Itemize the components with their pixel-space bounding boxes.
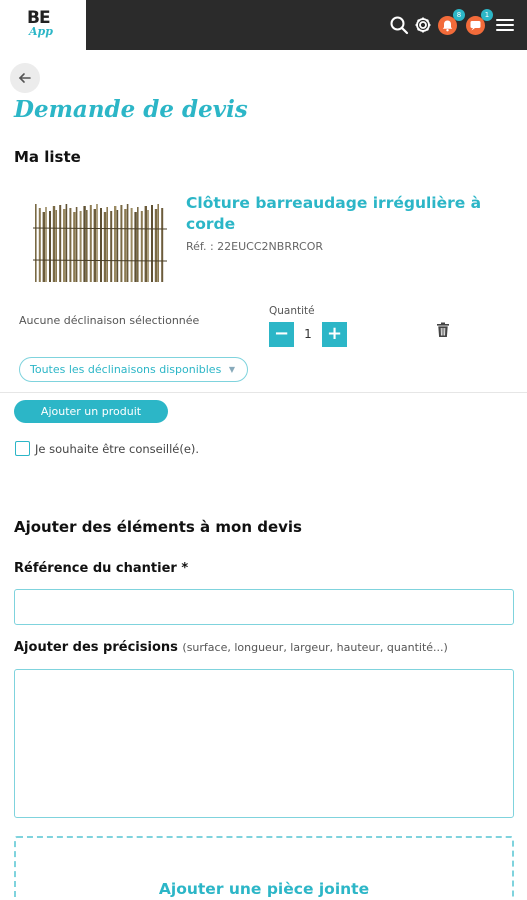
elements-title: Ajouter des éléments à mon devis [14,518,302,536]
logo-text: BE [27,8,50,28]
product-reference: Réf. : 22EUCC2NBRRCOR [186,240,324,253]
messages-count: 1 [481,9,493,21]
back-button[interactable] [10,63,40,93]
precisions-hint: (surface, longueur, largeur, hauteur, quantité...) [182,641,448,654]
all-declinaisons-label: Toutes les déclinaisons disponibles [30,363,222,376]
quantity-decrease-button[interactable]: − [269,322,294,347]
quantity-label: Quantité [269,305,315,317]
quantity-increase-button[interactable]: + [322,322,347,347]
all-declinaisons-dropdown[interactable] [19,357,248,382]
logo[interactable] [0,0,86,50]
precisions-label-text: Ajouter des précisions [14,640,178,655]
advice-checkbox[interactable] [15,441,30,456]
gear-icon[interactable] [412,14,434,36]
advice-label: Je souhaite être conseillé(e). [35,442,200,456]
trash-icon [436,322,450,338]
precisions-label [14,640,448,655]
divider [0,392,527,393]
attachment-label: Ajouter une pièce jointe [158,880,370,898]
site-reference-label: Référence du chantier * [14,561,189,576]
list-title: Ma liste [14,148,81,166]
declinaison-status: Aucune déclinaison sélectionnée [19,314,200,327]
top-bar [0,0,527,50]
site-reference-input[interactable] [14,589,514,625]
product-name-link[interactable]: Clôture barreaudage irrégulière à corde [186,194,482,233]
quantity-input[interactable]: 1 [304,327,312,341]
page-title: Demande de devis [14,96,248,123]
product-image[interactable] [30,198,170,290]
chevron-down-icon: ▼ [228,365,235,374]
logo-subtext: App [29,25,53,38]
messages-button[interactable] [465,11,490,36]
add-product-button[interactable]: Ajouter un produit [14,400,168,423]
search-icon[interactable] [388,14,410,36]
attachment-dropzone[interactable] [14,836,514,900]
arrow-left-icon [10,63,40,93]
menu-icon[interactable] [494,14,516,36]
notifications-count: 8 [453,9,465,21]
logo-mark [27,8,59,42]
notifications-button[interactable] [437,11,462,36]
delete-product-button[interactable] [436,322,450,338]
precisions-textarea[interactable] [14,669,514,818]
quantity-stepper [269,322,349,347]
